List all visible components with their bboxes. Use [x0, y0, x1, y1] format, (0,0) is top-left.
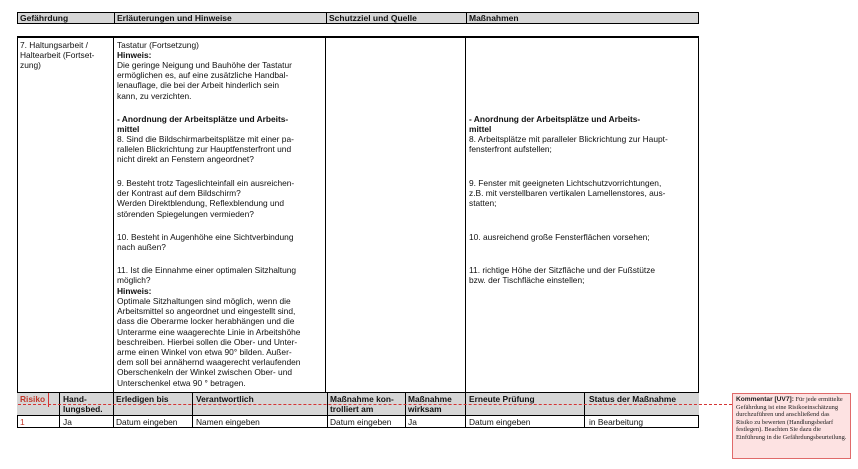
question-8: 8. Sind die Bildschirmarbeitsplätze mit einer pa- rallelen Blickrichtung zur Hauptfensterfront und nicht direkt an Fenstern angeordnet? — [117, 134, 294, 165]
hinweis1-text: Die geringe Neigung und Bauhöhe der Tastatur ermöglichen es, auf eine zusätzliche Handbal- lenauflage, die bei der Arbeit hinderlich sein kann, zu verzichten. — [117, 60, 292, 101]
header-gefaehrdung: Gefährdung — [20, 13, 69, 23]
comment-title: Kommentar [UV7]: — [736, 396, 794, 403]
erledigen-value[interactable]: Datum eingeben — [116, 417, 178, 427]
footer-risiko-header: Risiko — [20, 394, 46, 404]
footer-erledigen-header: Erledigen bis — [116, 394, 169, 404]
wirksam-value[interactable]: Ja — [408, 417, 417, 427]
massnahme-10: 10. ausreichend große Fensterflächen vorsehen; — [469, 232, 650, 242]
footer-status-header: Status der Maßnahme — [589, 394, 677, 404]
header-erlaeuterungen: Erläuterungen und Hinweise — [117, 13, 232, 23]
table-bottom-border — [17, 427, 699, 428]
header-schutzziel: Schutzziel und Quelle — [329, 13, 417, 23]
header-massnahmen: Maßnahmen — [469, 13, 519, 23]
hinweis2-text: Optimale Sitzhaltungen sind möglich, wenn die Arbeitsmittel so angeordnet und eingestellt sind, dass die Oberarme locker herabhängen und die Unterarme eine waagerechte Linie in Arbeitshöhe beschreiben. Hierbei sollen die Ober- und Unter- arme einen Winkel von etwa 90° bilden. Außer- dem soll bei annähernd waagerecht verlaufenden Oberschenkeln der Winkel zwischen Ober- und Unterschenkel etwa 90 ° betragen. — [117, 296, 301, 388]
anordnung-label: - Anordnung der Arbeitsplätze und Arbeits- mittel — [117, 114, 289, 135]
hinweis2-label: Hinweis: — [117, 286, 152, 296]
gefaehrdung-text: 7. Haltungsarbeit / Haltearbeit (Fortset- zung) — [20, 40, 95, 71]
comment-balloon[interactable] — [732, 393, 851, 459]
kontrolliert-value[interactable]: Datum eingeben — [330, 417, 392, 427]
footer-handlung-header: Hand- lungsbed. — [63, 394, 103, 414]
comment-anchor-mark — [48, 393, 49, 407]
massnahme-8: 8. Arbeitsplätze mit paralleler Blickrichtung zur Haupt- fensterfront aufstellen; — [469, 134, 668, 155]
risiko-value[interactable]: 1 — [20, 417, 25, 427]
hinweis1-label: Hinweis: — [117, 50, 152, 60]
verantwortlich-value[interactable]: Namen eingeben — [196, 417, 260, 427]
table-right-border — [698, 36, 699, 428]
question-9: 9. Besteht trotz Tageslichteinfall ein ausreichen- der Kontrast auf dem Bildschirm? Werden Direktblendung, Reflexblendung und störenden Spiegelungen vermieden? — [117, 178, 295, 219]
table-header — [17, 12, 699, 24]
massnahme-11: 11. richtige Höhe der Sitzfläche und der Fußstütze bzw. der Tischfläche einstellen; — [469, 265, 656, 286]
table-top-border — [17, 36, 699, 38]
comment-text: Für jede ermittelte Gefährdung ist eine Risikoeinschätzung durchzuführen und anschließend das Risiko zu bewerten (Handlungsbedarf festlegen). Beachten Sie dazu die Einführung in die Gefährdungsbeurteilung. — [736, 396, 847, 441]
handlung-value[interactable]: Ja — [63, 417, 72, 427]
footer-wirksam-header: Maßnahme wirksam — [408, 394, 452, 414]
tastatur-label: Tastatur (Fortsetzung) — [117, 40, 199, 50]
status-value[interactable]: in Bearbeitung — [589, 417, 644, 427]
footer-kontrolliert-header: Maßnahme kon- trolliert am — [330, 394, 394, 414]
massnahme-anordnung-label: - Anordnung der Arbeitsplätze und Arbeits- mittel — [469, 114, 641, 135]
question-11: 11. Ist die Einnahme einer optimalen Sitzhaltung möglich? — [117, 265, 297, 286]
comment-connector — [18, 404, 732, 405]
footer-pruefung-header: Erneute Prüfung — [469, 394, 535, 404]
massnahme-9: 9. Fenster mit geeigneten Lichtschutzvorrichtungen, z.B. mit verstellbaren vertikalen Lamellenstores, aus- statten; — [469, 178, 666, 209]
pruefung-value[interactable]: Datum eingeben — [469, 417, 531, 427]
footer-verantwortlich-header: Verantwortlich — [196, 394, 254, 404]
table-left-border — [17, 36, 18, 428]
question-10: 10. Besteht in Augenhöhe eine Sichtverbindung nach außen? — [117, 232, 294, 253]
